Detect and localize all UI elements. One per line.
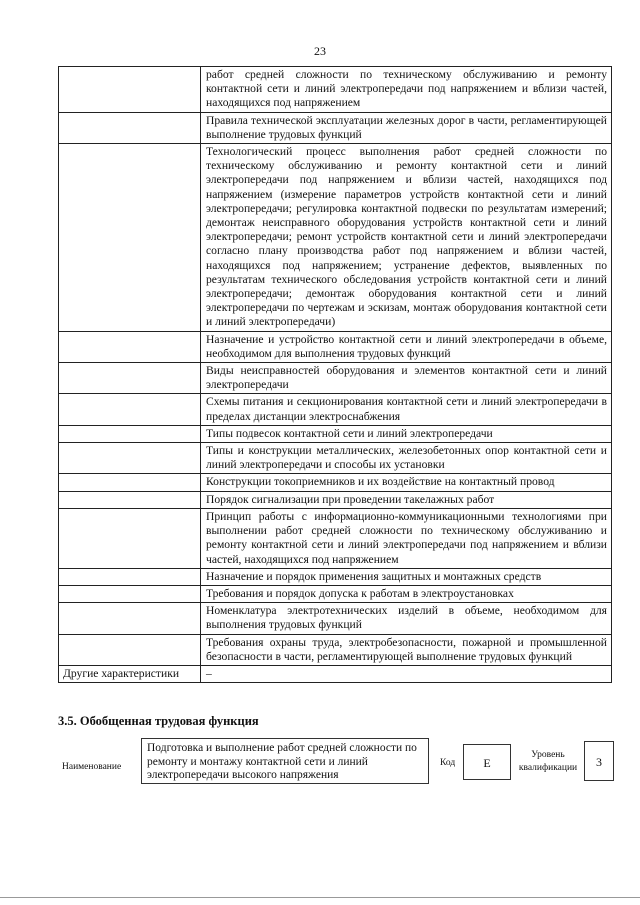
row-label-cell: Другие характеристики — [59, 665, 201, 682]
table-row — [59, 634, 612, 665]
table-row — [59, 331, 612, 362]
requirements-table — [58, 66, 612, 683]
row-label-cell — [59, 112, 201, 143]
row-label-cell — [59, 508, 201, 568]
table-row — [59, 603, 612, 634]
generalized-function-row — [0, 738, 640, 798]
table-row — [59, 394, 612, 425]
row-label-cell — [59, 425, 201, 442]
row-label-cell — [59, 443, 201, 474]
table-row — [59, 67, 612, 113]
table-row — [59, 585, 612, 602]
table-row — [59, 508, 612, 568]
row-text-cell: Виды неисправностей оборудования и элементов контактной сети и линий электропередачи — [201, 363, 612, 394]
page-number: 23 — [314, 44, 326, 58]
row-label-cell — [59, 585, 201, 602]
row-text-cell: Типы подвесок контактной сети и линий электропередачи — [201, 425, 612, 442]
table-row — [59, 443, 612, 474]
table-row — [59, 144, 612, 332]
row-label-cell — [59, 67, 201, 113]
table-row — [59, 665, 612, 682]
row-text-cell: Номенклатура электротехнических изделий в объеме, необходимом для выполнения трудовых функций — [201, 603, 612, 634]
row-label-cell — [59, 474, 201, 491]
row-label-cell — [59, 491, 201, 508]
row-text-cell: Назначение и порядок применения защитных и монтажных средств — [201, 568, 612, 585]
table-row — [59, 425, 612, 442]
row-text-cell: Требования и порядок допуска к работам в электроустановках — [201, 585, 612, 602]
row-label-cell — [59, 394, 201, 425]
qualification-level-box: 3 — [584, 741, 614, 781]
row-text-cell: работ средней сложности по техническому обслуживанию и ремонту контактной сети и линий электропередачи под напряжением и вблизи частей, находящихся под напряжением — [201, 67, 612, 113]
section-heading: 3.5. Обобщенная трудовая функция — [58, 714, 259, 728]
row-text-cell: Правила технической эксплуатации железных дорог в части, регламентирующей выполнение трудовых функций — [201, 112, 612, 143]
row-text-cell: Принцип работы с информационно-коммуникационными технологиями при выполнении работ средней сложности по техническому обслуживанию и ремонту контактной сети и линий электропередачи под напряжением и вблизи частей, находящихся под напряжением — [201, 508, 612, 568]
table-row — [59, 491, 612, 508]
name-label: Наименование — [62, 762, 122, 772]
row-text-cell: Требования охраны труда, электробезопасности, пожарной и промышленной безопасности в части, регламентирующей выполнение трудовых функций — [201, 634, 612, 665]
requirements-table-body — [59, 67, 612, 683]
table-row — [59, 363, 612, 394]
row-label-cell — [59, 634, 201, 665]
row-text-cell: Технологический процесс выполнения работ средней сложности по техническому обслуживанию и ремонту контактной сети и линий электропередачи под напряжением и вблизи частей, находящихся под напряжением (измерение параметров устройств контактной сети и линий электропередачи; регулировка контактной подвески по результатам измерений; демонтаж неисправного оборудования устройств контактной сети и линий электропередачи; ремонт устройств контактной сети и линий электропередачи согласно плану производства работ под напряжением и вблизи частей, находящихся под напряжением; устранение дефектов, выявленных по результатам технического обследования устройств контактной сети и линий электропередачи; демонтаж оборудования контактной сети и линий электропередачи по чертежам и эскизам, монтаж оборудования контактной сети и линий электропередачи) — [201, 144, 612, 332]
row-text-cell: Типы и конструкции металлических, железобетонных опор контактной сети и линий электропередачи и способы их установки — [201, 443, 612, 474]
code-label: Код — [440, 758, 456, 768]
page-bottom-edge — [0, 897, 640, 898]
function-name-box: Подготовка и выполнение работ средней сложности по ремонту и монтажу контактной сети и линий электропередачи высокого напряжения — [141, 738, 429, 784]
table-row — [59, 474, 612, 491]
row-text-cell: Конструкции токоприемников и их воздействие на контактный провод — [201, 474, 612, 491]
code-box: Е — [463, 744, 511, 780]
row-text-cell: Схемы питания и секционирования контактной сети и линий электропередачи в пределах дистанции электроснабжения — [201, 394, 612, 425]
row-label-cell — [59, 568, 201, 585]
row-label-cell — [59, 331, 201, 362]
row-text-cell: Назначение и устройство контактной сети и линий электропередачи в объеме, необходимом для выполнения трудовых функций — [201, 331, 612, 362]
table-row — [59, 568, 612, 585]
row-label-cell — [59, 363, 201, 394]
row-text-cell: – — [201, 665, 612, 682]
table-row — [59, 112, 612, 143]
row-label-cell — [59, 144, 201, 332]
row-text-cell: Порядок сигнализации при проведении такелажных работ — [201, 491, 612, 508]
qualification-level-label: Уровень квалификации — [518, 750, 578, 773]
row-label-cell — [59, 603, 201, 634]
